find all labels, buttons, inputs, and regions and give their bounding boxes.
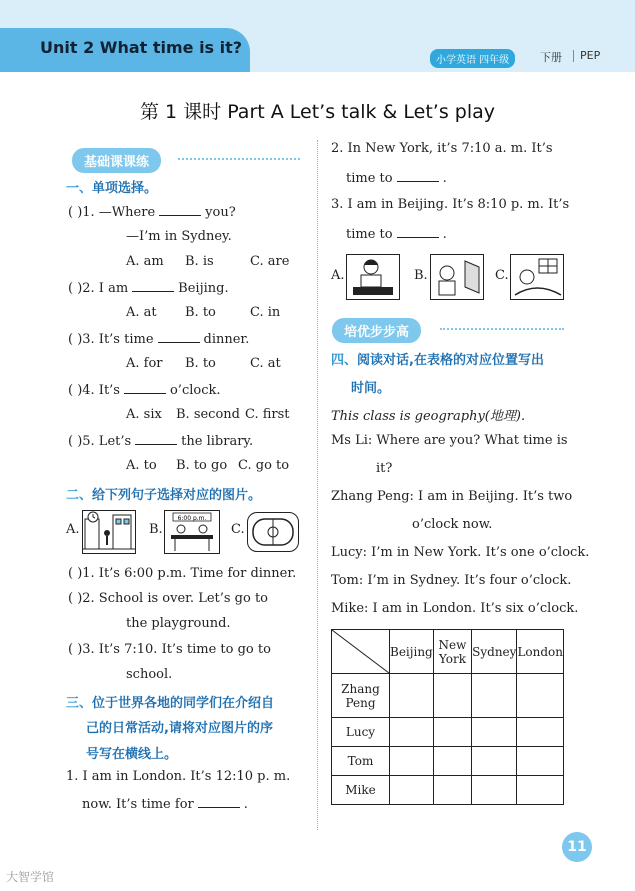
question-4: [68, 381, 221, 398]
column-header: London: [517, 630, 564, 674]
answer-blank[interactable]: [397, 225, 439, 238]
part2-heading: [66, 484, 261, 503]
part3-item-3-text: time to: [346, 227, 393, 242]
option-b: B. second: [176, 407, 240, 422]
part4-heading: [331, 349, 544, 368]
dialogue-line-2: Zhang Peng: I am in Beijing. It’s two: [331, 489, 573, 504]
row-header: Tom: [332, 747, 390, 776]
part3-item-3: 3. I am in Beijing. It’s 8:10 p. m. It’s: [331, 197, 570, 212]
table-cell[interactable]: [517, 718, 564, 747]
option-c: C. in: [250, 305, 281, 320]
part4-title-line2: 时间。: [351, 381, 391, 396]
watermark: 大智学馆: [6, 870, 55, 884]
question-5: [68, 432, 253, 449]
girl-studying-icon: [347, 255, 399, 299]
part3-item-3-cont: [346, 225, 447, 242]
part4-number: 四、: [331, 353, 358, 368]
table-cell[interactable]: [390, 674, 434, 718]
option-c: C. are: [250, 254, 290, 269]
question-1-extra: —I’m in Sydney.: [126, 229, 232, 244]
question-3-tail: dinner.: [203, 332, 250, 347]
question-3-stem: ( )3. It’s time: [68, 332, 154, 347]
question-5-tail: the library.: [181, 434, 254, 449]
question-3: [68, 330, 249, 347]
part2-sentence-1: ( )1. It’s 6:00 p.m. Time for dinner.: [68, 566, 297, 581]
pic-label-a: A.: [66, 522, 80, 537]
table-cell[interactable]: [390, 718, 434, 747]
part2-number: 二、: [66, 488, 93, 503]
school-street-icon: [83, 511, 135, 553]
question-2: [68, 279, 229, 296]
time-table: [331, 629, 564, 805]
option-c: C. first: [245, 407, 290, 422]
table-cell[interactable]: [390, 776, 434, 805]
unit-title: Unit 2 What time is it?: [40, 38, 243, 57]
dinner-picture: [164, 510, 220, 554]
question-2-stem: ( )2. I am: [68, 281, 129, 296]
table-cell[interactable]: [517, 674, 564, 718]
dialogue-line-1: Ms Li: Where are you? What time is: [331, 433, 568, 448]
column-header: Sydney: [472, 630, 517, 674]
clock-sign-text: 6:00 p.m.: [177, 515, 207, 522]
part4-title-line1: 阅读对话,在表格的对应位置写出: [357, 353, 544, 368]
table-cell[interactable]: [433, 747, 471, 776]
question-2-tail: Beijing.: [178, 281, 229, 296]
option-b: B. to go: [176, 458, 228, 473]
dialogue-line-5: Mike: I am in London. It’s six o’clock.: [331, 601, 579, 616]
dinner-table-icon: [165, 511, 219, 553]
part2-title: 给下列句子选择对应的图片。: [92, 488, 262, 503]
table-cell[interactable]: [433, 776, 471, 805]
question-1: [68, 203, 236, 220]
part3-item-2: 2. In New York, it’s 7:10 a. m. It’s: [331, 141, 553, 156]
dialogue-line-2-cont: o’clock now.: [412, 517, 493, 532]
corner-diagonal-icon: [332, 630, 389, 673]
table-cell[interactable]: [472, 747, 517, 776]
table-cell[interactable]: [517, 776, 564, 805]
column-header: New York: [433, 630, 471, 674]
option-a: A. for: [126, 356, 163, 371]
table-row: [332, 747, 564, 776]
tv-picture: [430, 254, 484, 300]
period: .: [243, 797, 248, 812]
option-b: B. to: [185, 356, 216, 371]
section-ribbon-basic: 基础课课练: [72, 148, 161, 173]
table-cell[interactable]: [472, 776, 517, 805]
part1-title: 单项选择。: [92, 181, 158, 196]
part4-intro: This class is geography(地理).: [331, 409, 526, 424]
edition-label: PEP: [580, 49, 601, 62]
pic-label-c: C.: [231, 522, 245, 537]
period: .: [442, 171, 447, 186]
part3-number: 三、: [66, 696, 93, 711]
period: .: [442, 227, 447, 242]
pic-label-c: C.: [495, 268, 509, 283]
question-4-tail: o’clock.: [169, 383, 221, 398]
pic-label-a: A.: [331, 268, 345, 283]
table-header-row: [332, 630, 564, 674]
sleeping-picture: [510, 254, 564, 300]
series-badge: 小学英语 四年级: [430, 49, 515, 68]
question-1-tail: you?: [205, 205, 236, 220]
pic-label-b: B.: [149, 522, 163, 537]
table-cell[interactable]: [517, 747, 564, 776]
part3-item-1-cont: [82, 795, 248, 812]
volume-label: 下册: [540, 51, 562, 64]
studying-picture: [346, 254, 400, 300]
table-cell[interactable]: [390, 747, 434, 776]
table-row: [332, 674, 564, 718]
part3-title-line2: 己的日常活动,请将对应图片的序: [86, 721, 273, 736]
option-a: A. six: [126, 407, 162, 422]
option-c: C. go to: [238, 458, 290, 473]
table-row: [332, 776, 564, 805]
table-cell[interactable]: [472, 674, 517, 718]
school-street-picture: [82, 510, 136, 554]
answer-blank[interactable]: [397, 169, 439, 182]
table-cell[interactable]: [472, 718, 517, 747]
answer-blank[interactable]: [132, 279, 174, 292]
part2-sentence-3-cont: school.: [126, 667, 173, 682]
column-header: Beijing: [390, 630, 434, 674]
answer-blank[interactable]: [158, 330, 200, 343]
table-corner: [332, 630, 390, 674]
section-ribbon-advanced: 培优步步高: [332, 318, 421, 343]
dialogue-line-3: Lucy: I’m in New York. It’s one o’clock.: [331, 545, 590, 560]
question-1-stem: ( )1. —Where: [68, 205, 156, 220]
part3-heading: [66, 692, 274, 711]
answer-blank[interactable]: [124, 381, 166, 394]
ribbon-dots: [440, 328, 564, 330]
row-header: Mike: [332, 776, 390, 805]
part3-title-line3: 号写在横线上。: [86, 747, 178, 762]
part1-number: 一、: [66, 181, 93, 196]
option-a: A. to: [126, 458, 157, 473]
lesson-title: 第 1 课时 Part A Let’s talk & Let’s play: [139, 101, 496, 123]
part3-title-line1: 位于世界各地的同学们在介绍自: [92, 696, 275, 711]
row-header: Lucy: [332, 718, 390, 747]
option-b: B. is: [185, 254, 214, 269]
part3-item-2-cont: [346, 169, 447, 186]
option-a: A. at: [126, 305, 157, 320]
playground-picture: [247, 512, 299, 552]
part3-item-2-text: time to: [346, 171, 393, 186]
boy-sleeping-icon: [511, 255, 563, 299]
ribbon-dots: [178, 158, 300, 160]
part2-sentence-2-cont: the playground.: [126, 616, 231, 631]
question-5-stem: ( )5. Let’s: [68, 434, 132, 449]
option-a: A. am: [126, 254, 164, 269]
column-divider: [317, 140, 318, 830]
boy-watching-tv-icon: [431, 255, 483, 299]
answer-blank[interactable]: [135, 432, 177, 445]
dialogue-line-1-cont: it?: [376, 461, 393, 476]
answer-blank[interactable]: [198, 795, 240, 808]
question-4-stem: ( )4. It’s: [68, 383, 120, 398]
edition-divider: [573, 50, 574, 62]
part2-sentence-2: ( )2. School is over. Let’s go to: [68, 591, 269, 606]
row-header: Zhang Peng: [332, 674, 390, 718]
part3-item-1-text: now. It’s time for: [82, 797, 194, 812]
pic-label-b: B.: [414, 268, 428, 283]
part3-item-1: 1. I am in London. It’s 12:10 p. m.: [66, 769, 291, 784]
playground-field-icon: [248, 513, 298, 551]
option-c: C. at: [250, 356, 281, 371]
option-b: B. to: [185, 305, 216, 320]
table-row: [332, 718, 564, 747]
part1-heading: [66, 177, 157, 196]
table-cell[interactable]: [433, 718, 471, 747]
part2-sentence-3: ( )3. It’s 7:10. It’s time to go to: [68, 642, 271, 657]
dialogue-line-4: Tom: I’m in Sydney. It’s four o’clock.: [331, 573, 572, 588]
table-cell[interactable]: [433, 674, 471, 718]
page-number: 11: [562, 832, 592, 862]
answer-blank[interactable]: [159, 203, 201, 216]
